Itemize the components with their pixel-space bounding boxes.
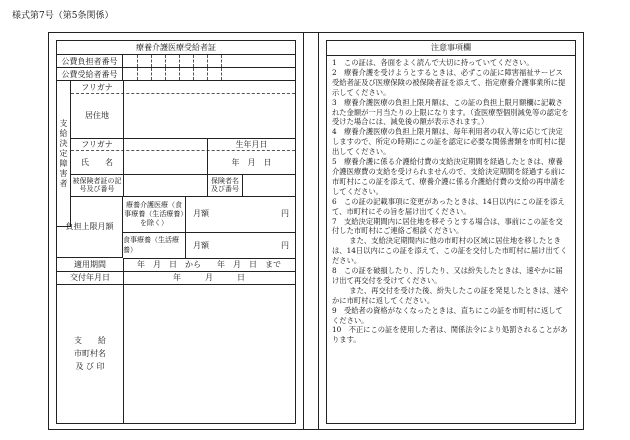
recipient-number-row [57,68,295,81]
insurer-number-label: 保険者名及び番号 [207,174,243,196]
decision-group-label: 支給決定障害者 [57,81,71,227]
notice-item: 6 この証の記載事項に変更があったときは、14日以内にこの証を添えて、市町村にその旨を届け出てください。 [332,196,565,216]
notice-item: 4 療養介護医療の負担上限月額は、毎年利用者の収入等に応じて決定しますので、所定の時期にこの証を認定に必要な関係書類を市町村に提出してください。 [332,127,566,157]
payer-number-row [57,55,295,68]
notice-item: 5 療養介護に係る介護給付費の支給決定期間を経過したときは、療養介護医療費の支給を受けられませんので、支給決定期間を経過する前に市町村にこの証を添えて、療養介護に係る介護給付費の支給の再申請をしてください。 [332,157,566,196]
notice-item: 1 この証は、各面をよく読んで大切に持っていてください。 [332,58,534,67]
furigana-label: フリガナ [71,81,124,93]
notice-item: 3 療養介護医療の負担上限月額は、この証の負担上限月額欄に記載された金額が一月当たりの上限になります。（査医療型個別減免等の認定を受けた場合には、減免後の額が表示されます。） [332,97,569,127]
issue-date-label: 交付年月日 [57,271,124,284]
certificate-title: 療養介護医療受給者証 [136,43,216,52]
monthly-1: 月額 [193,209,209,218]
notice-item: 7 支給決定期間内に居住地を移そうとする場合は、事前にこの証を交付した市町村にご連絡ご相談ください。 [332,216,563,236]
furigana2-label: フリガナ [71,138,124,150]
payer-number-label: 公費負担者番号 [57,55,123,67]
yen-1: 円 [281,209,289,218]
municipality-label: 支 給 市町村名 及 び 印 [57,284,124,423]
valid-period-label: 適用期間 [57,258,124,271]
notice-item: 9 受給者の資格がなくなったときは、直ちにこの証を市町村に返してください。 [332,305,563,325]
recipient-number-label: 公費受給者番号 [57,68,123,80]
notice-item: 10 不正にこの証を使用した者は、関係法令により処罰されることがあります。 [332,325,568,345]
card-fold [303,32,319,430]
yen-2: 円 [281,241,289,250]
limit-label: 負担上限月額 [57,196,123,258]
notice-item: 8 この証を破損したり、汚したり、又は紛失したときは、速やかに届け出て再交付を受けてください。 [332,266,563,285]
notice-list [327,56,575,347]
notice-title: 注意事項欄 [327,41,575,56]
notice-item: また、支給決定期間内に他の市町村の区域に居住地を移したときは、14日以内にこの証を添えて、この証を交付した市町村に届け出てください。 [332,236,568,266]
notice-section [326,40,576,424]
birth-date-label: 生年月日 [207,138,295,150]
birth-ymd: 年 月 日 [207,150,295,174]
issue-date-value: 年 月 日 [173,273,245,282]
notice-item: また、再交付を受けた後、紛失したこの証を発見したときは、速やかに市町村に返してください。 [332,285,569,305]
certificate-title-row [57,41,295,55]
monthly-2: 月額 [193,241,209,250]
medical-excl-label: 療養介護医療（食事療養（生活療養）を除く） [123,196,186,232]
recipient-certificate [56,40,296,424]
insurance-card-label: 被保険者証の記号及び番号 [71,174,124,196]
valid-period-value: 年 月 日 から 年 月 日 まで [137,260,281,269]
name-label: 氏 名 [71,150,124,174]
meal-label: 食事療養（生活療養） [123,232,186,258]
address-label: 居住地 [71,93,124,138]
form-number-label: 様式第7号（第5条関係） [12,11,114,21]
notice-item: 2 療養介護を受けようとするときは、必ずこの証に障害福祉サービス受給者証及び医療保険の被保険者証を添えて、指定療養介護事業所に提示してください。 [332,67,566,97]
